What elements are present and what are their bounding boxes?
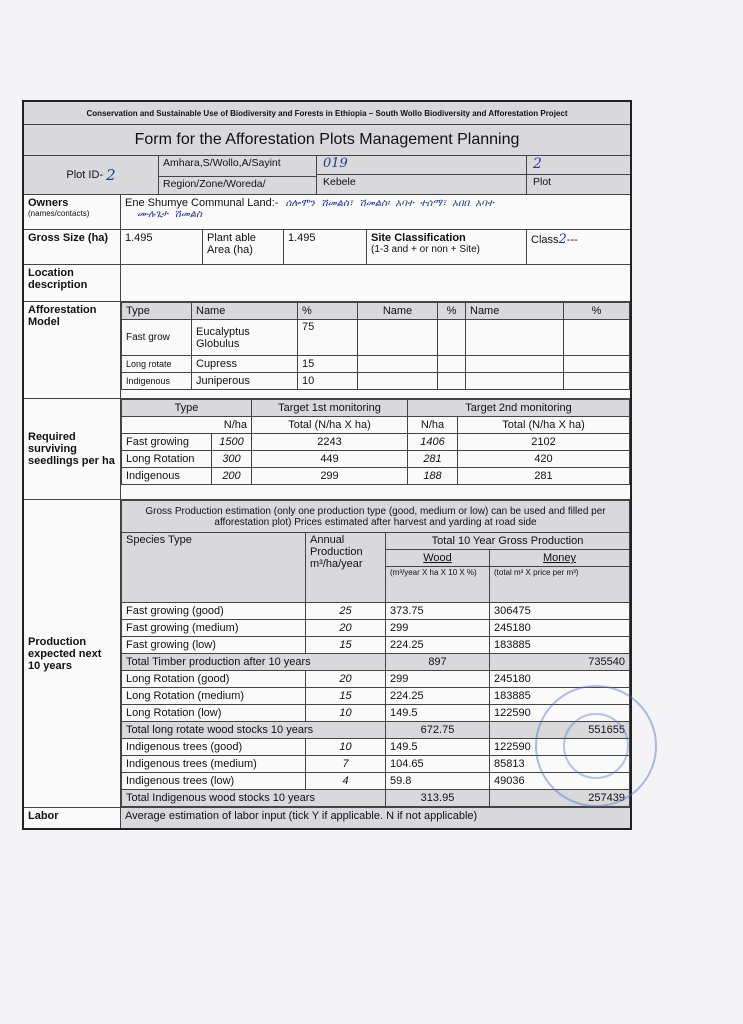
class-value: 2 bbox=[558, 232, 567, 247]
production-wood: 224.25 bbox=[386, 637, 490, 654]
total-10-year-header: Total 10 Year Gross Production bbox=[386, 533, 630, 550]
wood-header: Wood bbox=[386, 550, 490, 567]
plot-label: Plot bbox=[533, 176, 552, 188]
production-species: Indigenous trees (low) bbox=[122, 773, 306, 790]
gross-size-value: 1.495 bbox=[120, 230, 202, 264]
model-pct: 75 bbox=[298, 320, 358, 356]
production-wood: 59.8 bbox=[386, 773, 490, 790]
seedling-type: Long Rotation bbox=[122, 451, 212, 468]
production-species: Long Rotation (good) bbox=[122, 671, 306, 688]
kebele-label: Kebele bbox=[323, 176, 356, 188]
model-name: Cupress bbox=[192, 356, 298, 373]
official-stamp bbox=[535, 685, 657, 807]
model-type: Long rotate bbox=[122, 356, 192, 373]
production-money: 183885 bbox=[490, 688, 630, 705]
production-annual: 25 bbox=[306, 603, 386, 620]
production-total-name: Total long rotate wood stocks 10 years bbox=[122, 722, 386, 739]
seedlings-type-header: Type bbox=[122, 400, 252, 417]
owners-sublabel: (names/contacts) bbox=[28, 209, 90, 218]
region-label: Region/Zone/Woreda/ bbox=[163, 178, 266, 190]
form-title: Form for the Afforestation Plots Management Planning bbox=[134, 131, 520, 148]
production-species: Indigenous trees (good) bbox=[122, 739, 306, 756]
labor-value: Average estimation of labor input (tick Y if applicable. N if not applicable) bbox=[120, 808, 630, 828]
production-total-money: 257439 bbox=[490, 790, 630, 807]
nha-header-2: N/ha bbox=[408, 417, 458, 434]
labor-label: Labor bbox=[28, 810, 59, 822]
plot-id-value: 2 bbox=[106, 166, 116, 184]
plot-value: 2 bbox=[527, 156, 630, 175]
production-annual: 15 bbox=[306, 688, 386, 705]
col-name-3: Name bbox=[466, 303, 564, 320]
afforestation-form: Conservation and Sustainable Use of Biodiversity and Forests in Ethiopia – South Wollo Biodiversity and Afforestation Project Form for the Afforestation Plots Management Planning Plot ID- 2 Amhara,S/Wollo,A/Sayint Region/Zone/Woreda/ 019 Kebele 2 Plot Owners (names/contacts) Ene Shumye Communal Land:- ሰሎሞን ሽመልስ፣ ሽመልስ፡ አባተ ተሰማ፣ አበበ አባተ ሙሉጌታ ሽመልስ Gross Size (ha) 1.495 Plant able Area (ha) 1.495 Site Classification (1-3 and + or non + Site) Class2--- Location description Afforestation Model Type Name % Name % Name % Fast grow Eucalyptus Globulus 75 Long rotate Cupress 15 Indigenous Juniperous 10 Required surviving seedlings per ha Type Target 1st monitoring Target 2nd monitoring N/ha Total (N/ha X ha) N/ha Total (N/ha X ha) Fast growing 1500 2243 1406 2102 Long Rotation 300 449 281 420 Indigenous 200 299 188 281 Production expected next 10 years Gross Production estimation (only one production type (good, medium or low) can be used and filled per afforestation plot) Prices estimated after harvest and yarding at road side Species Type Annual Production m³/ha/year Total 10 Year Gross Production Wood Money (m³/year X ha X 10 X %) (total m³ X price per m³) Fast growing (good) 25 373.75 306475 Fast growing (medium) 20 299 245180 Fast growing (low) 15 224.25 183885 Total Timber production after 10 years 897 735540 Long Rotation (good) 20 299 245180 Long Rotation (medium) 15 224.25 183885 Long Rotation (low) 10 149.5 122590 Total long rotate wood stocks 10 years 672.75 551655 Indigenous trees (good) 10 149.5 122590 Indigenous trees (medium) 7 104.65 85813 Indigenous trees (low) 4 59.8 49036 Total Indigenous wood stocks 10 years 313.95 257439 Labor Average estimation of labor input (tick Y if applicable. N if not applicable) bbox=[22, 100, 632, 830]
total-header-2: Total (N/ha X ha) bbox=[458, 417, 630, 434]
nha-header-1: N/ha bbox=[122, 417, 252, 434]
production-species: Long Rotation (medium) bbox=[122, 688, 306, 705]
production-species: Fast growing (good) bbox=[122, 603, 306, 620]
col-pct: % bbox=[298, 303, 358, 320]
seedling-type: Fast growing bbox=[122, 434, 212, 451]
seedlings-label: Required surviving seedlings per ha bbox=[28, 431, 115, 467]
model-type: Indigenous bbox=[122, 373, 192, 390]
production-total-money: 551655 bbox=[490, 722, 630, 739]
production-money: 122590 bbox=[490, 739, 630, 756]
production-wood: 373.75 bbox=[386, 603, 490, 620]
production-annual: 15 bbox=[306, 637, 386, 654]
production-total-wood: 672.75 bbox=[386, 722, 490, 739]
owners-handwriting-2: ሙሉጌታ ሽመልስ bbox=[137, 209, 203, 220]
region-value: Amhara,S/Wollo,A/Sayint bbox=[159, 156, 316, 177]
species-type-header: Species Type bbox=[122, 533, 306, 603]
seedling-t2: 281 bbox=[458, 468, 630, 485]
production-total-name: Total Timber production after 10 years bbox=[122, 654, 386, 671]
col-type: Type bbox=[122, 303, 192, 320]
col-pct-2: % bbox=[438, 303, 466, 320]
seedling-type: Indigenous bbox=[122, 468, 212, 485]
production-wood: 149.5 bbox=[386, 739, 490, 756]
production-row bbox=[122, 603, 630, 620]
money-header: Money bbox=[490, 550, 630, 567]
production-money: 122590 bbox=[490, 705, 630, 722]
model-name: Eucalyptus Globulus bbox=[192, 320, 298, 356]
model-pct: 15 bbox=[298, 356, 358, 373]
afforestation-model-label: Afforestation Model bbox=[28, 304, 97, 328]
production-money: 245180 bbox=[490, 671, 630, 688]
seedling-t2: 420 bbox=[458, 451, 630, 468]
plantable-area-value: 1.495 bbox=[283, 230, 366, 264]
production-total-money: 735540 bbox=[490, 654, 630, 671]
owners-value: Ene Shumye Communal Land:- bbox=[125, 197, 279, 209]
annual-production-header: Annual Production m³/ha/year bbox=[306, 533, 386, 603]
production-money: 85813 bbox=[490, 756, 630, 773]
seedling-n1: 1500 bbox=[212, 434, 252, 451]
model-name: Juniperous bbox=[192, 373, 298, 390]
location-label: Location description bbox=[28, 267, 88, 291]
model-type: Fast grow bbox=[122, 320, 192, 356]
seedling-t1: 2243 bbox=[252, 434, 408, 451]
gross-size-label: Gross Size (ha) bbox=[28, 232, 109, 244]
production-money: 49036 bbox=[490, 773, 630, 790]
seedling-n1: 300 bbox=[212, 451, 252, 468]
seedling-n2: 188 bbox=[408, 468, 458, 485]
production-wood: 149.5 bbox=[386, 705, 490, 722]
production-total-row bbox=[122, 790, 630, 807]
money-subheader: (total m³ X price per m³) bbox=[490, 567, 630, 603]
production-wood: 104.65 bbox=[386, 756, 490, 773]
production-row bbox=[122, 637, 630, 654]
seedlings-table bbox=[121, 399, 630, 485]
target-1-header: Target 1st monitoring bbox=[252, 400, 408, 417]
production-money: 245180 bbox=[490, 620, 630, 637]
production-label: Production expected next 10 years bbox=[28, 635, 102, 672]
model-pct: 10 bbox=[298, 373, 358, 390]
seedling-t1: 299 bbox=[252, 468, 408, 485]
production-total-row bbox=[122, 654, 630, 671]
production-annual: 20 bbox=[306, 620, 386, 637]
owners-handwriting: ሰሎሞን ሽመልስ፣ ሽመልስ፡ አባተ ተሰማ፣ አበበ አባተ bbox=[285, 198, 494, 209]
col-name: Name bbox=[192, 303, 298, 320]
production-annual: 10 bbox=[306, 705, 386, 722]
plot-id-cell bbox=[24, 156, 158, 194]
target-2-header: Target 2nd monitoring bbox=[408, 400, 630, 417]
production-row bbox=[122, 671, 630, 688]
site-classification-label: Site Classification bbox=[371, 232, 466, 244]
seedling-t2: 2102 bbox=[458, 434, 630, 451]
wood-subheader: (m³/year X ha X 10 X %) bbox=[386, 567, 490, 603]
production-annual: 20 bbox=[306, 671, 386, 688]
seedling-n2: 1406 bbox=[408, 434, 458, 451]
production-money: 306475 bbox=[490, 603, 630, 620]
production-money: 183885 bbox=[490, 637, 630, 654]
production-species: Indigenous trees (medium) bbox=[122, 756, 306, 773]
production-species: Fast growing (medium) bbox=[122, 620, 306, 637]
production-annual: 7 bbox=[306, 756, 386, 773]
total-header-1: Total (N/ha X ha) bbox=[252, 417, 408, 434]
production-species: Fast growing (low) bbox=[122, 637, 306, 654]
production-wood: 299 bbox=[386, 620, 490, 637]
col-name-2: Name bbox=[358, 303, 438, 320]
site-classification-sub: (1-3 and + or non + Site) bbox=[371, 244, 480, 255]
production-note: Gross Production estimation (only one production type (good, medium or low) can be used and filled per afforestation plot) Prices estimated after harvest and yarding at road side bbox=[122, 501, 630, 533]
production-wood: 299 bbox=[386, 671, 490, 688]
production-total-wood: 313.95 bbox=[386, 790, 490, 807]
production-species: Long Rotation (low) bbox=[122, 705, 306, 722]
afforestation-model-table bbox=[121, 302, 630, 390]
kebele-value: 019 bbox=[317, 156, 526, 175]
plot-id-label: Plot ID- bbox=[66, 169, 104, 181]
project-title: Conservation and Sustainable Use of Biodiversity and Forests in Ethiopia – South Wollo Biodiversity and Afforestation Project bbox=[86, 108, 568, 118]
production-row bbox=[122, 620, 630, 637]
location-value bbox=[120, 265, 630, 301]
production-annual: 10 bbox=[306, 739, 386, 756]
production-wood: 224.25 bbox=[386, 688, 490, 705]
seedling-n1: 200 bbox=[212, 468, 252, 485]
seedling-n2: 281 bbox=[408, 451, 458, 468]
col-pct-3: % bbox=[564, 303, 630, 320]
production-total-name: Total Indigenous wood stocks 10 years bbox=[122, 790, 386, 807]
production-total-wood: 897 bbox=[386, 654, 490, 671]
owners-label: Owners bbox=[28, 197, 69, 209]
production-annual: 4 bbox=[306, 773, 386, 790]
seedling-t1: 449 bbox=[252, 451, 408, 468]
class-label: Class bbox=[531, 234, 559, 246]
plantable-area-label: Plant able Area (ha) bbox=[202, 230, 283, 264]
